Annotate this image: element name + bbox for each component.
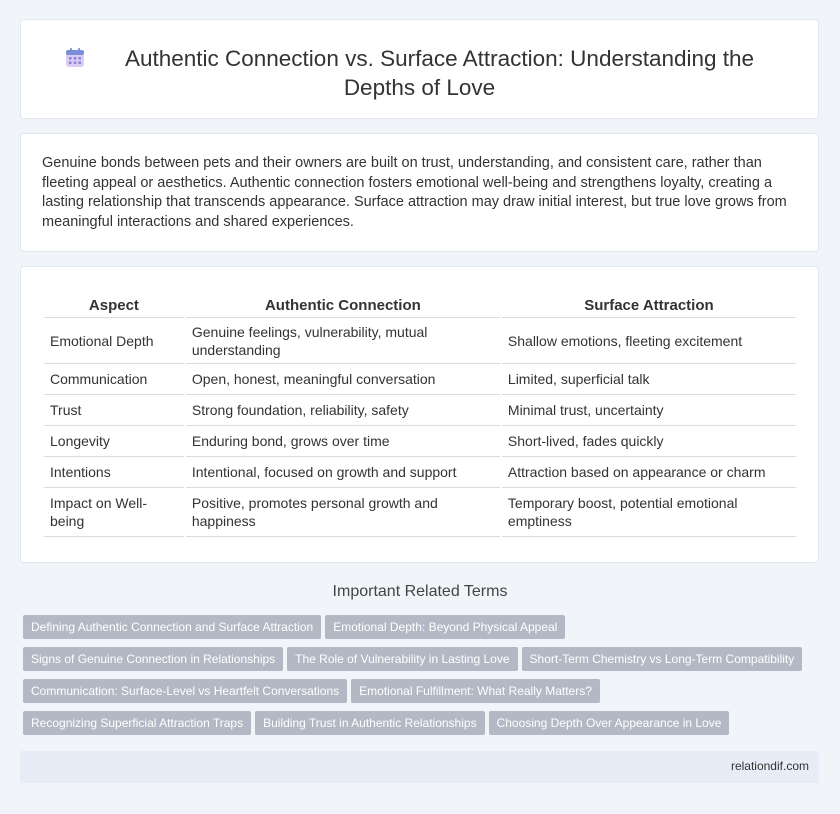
related-terms-list xyxy=(23,615,823,743)
related-term-tag[interactable]: Defining Authentic Connection and Surface Attraction xyxy=(23,615,321,639)
related-term-tag[interactable]: Emotional Fulfillment: What Really Matters? xyxy=(351,679,600,703)
related-term-tag[interactable]: Emotional Depth: Beyond Physical Appeal xyxy=(325,615,565,639)
table-cell: Open, honest, meaningful conversation xyxy=(186,364,500,395)
related-term-tag[interactable]: Recognizing Superficial Attraction Traps xyxy=(23,711,251,735)
table-cell: Short-lived, fades quickly xyxy=(502,426,796,457)
header-card xyxy=(20,19,819,119)
table-cell: Emotional Depth xyxy=(44,318,184,364)
table-cell: Communication xyxy=(44,364,184,395)
related-terms-title: Important Related Terms xyxy=(332,583,508,600)
page-title-line-2: Depths of Love xyxy=(343,75,496,100)
table-cell: Strong foundation, reliability, safety xyxy=(186,395,500,426)
footer-site-link[interactable]: relationdif.com xyxy=(730,759,809,773)
table-cell: Attraction based on appearance or charm xyxy=(502,457,796,488)
table-cell: Enduring bond, grows over time xyxy=(186,426,500,457)
table-cell: Intentions xyxy=(44,457,184,488)
table-cell: Minimal trust, uncertainty xyxy=(502,395,796,426)
header-aspect: Aspect xyxy=(44,294,184,318)
table-cell: Longevity xyxy=(44,426,184,457)
related-term-tag[interactable]: Signs of Genuine Connection in Relationships xyxy=(23,647,283,671)
intro-card xyxy=(20,133,819,252)
table-cell: Trust xyxy=(44,395,184,426)
related-term-tag[interactable]: The Role of Vulnerability in Lasting Love xyxy=(287,647,517,671)
table-header-row xyxy=(44,294,796,318)
table-cell: Impact on Well-being xyxy=(44,488,184,537)
table-cell: Genuine feelings, vulnerability, mutual understanding xyxy=(186,318,500,364)
table-cell: Limited, superficial talk xyxy=(502,364,796,395)
header-authentic: Authentic Connection xyxy=(186,294,500,318)
header-surface: Surface Attraction xyxy=(502,294,796,318)
tag-row xyxy=(23,679,823,711)
table-cell: Shallow emotions, fleeting excitement xyxy=(502,318,796,364)
page-title xyxy=(21,44,818,102)
footer xyxy=(20,751,819,783)
table-cell: Intentional, focused on growth and support xyxy=(186,457,500,488)
comparison-card xyxy=(20,266,819,563)
tag-row xyxy=(23,615,823,647)
table-row xyxy=(44,395,796,426)
table-row xyxy=(44,318,796,364)
related-term-tag[interactable]: Communication: Surface-Level vs Heartfelt Conversations xyxy=(23,679,347,703)
intro-text: Genuine bonds between pets and their owners are built on trust, understanding, and consistent care, rather than fleeting appeal or aesthetics. Authentic connection fosters emotional well-being and strengthens loyalty, creating a lasting relationship that transcends appearance. Surface attraction may draw initial interest, but true love grows from meaningful interactions and shared experiences. xyxy=(42,155,787,230)
table-cell: Positive, promotes personal growth and happiness xyxy=(186,488,500,537)
table-cell: Temporary boost, potential emotional emptiness xyxy=(502,488,796,537)
page-title-line-1: Authentic Connection vs. Surface Attraction: Understanding the xyxy=(124,46,755,71)
table-row xyxy=(44,426,796,457)
table-row xyxy=(44,488,796,537)
related-term-tag[interactable]: Building Trust in Authentic Relationships xyxy=(255,711,484,735)
related-term-tag[interactable]: Short-Term Chemistry vs Long-Term Compatibility xyxy=(522,647,803,671)
comparison-table xyxy=(42,294,798,537)
tag-row xyxy=(23,647,823,679)
tag-row xyxy=(23,711,823,743)
table-row xyxy=(44,457,796,488)
table-row xyxy=(44,364,796,395)
related-term-tag[interactable]: Choosing Depth Over Appearance in Love xyxy=(489,711,730,735)
